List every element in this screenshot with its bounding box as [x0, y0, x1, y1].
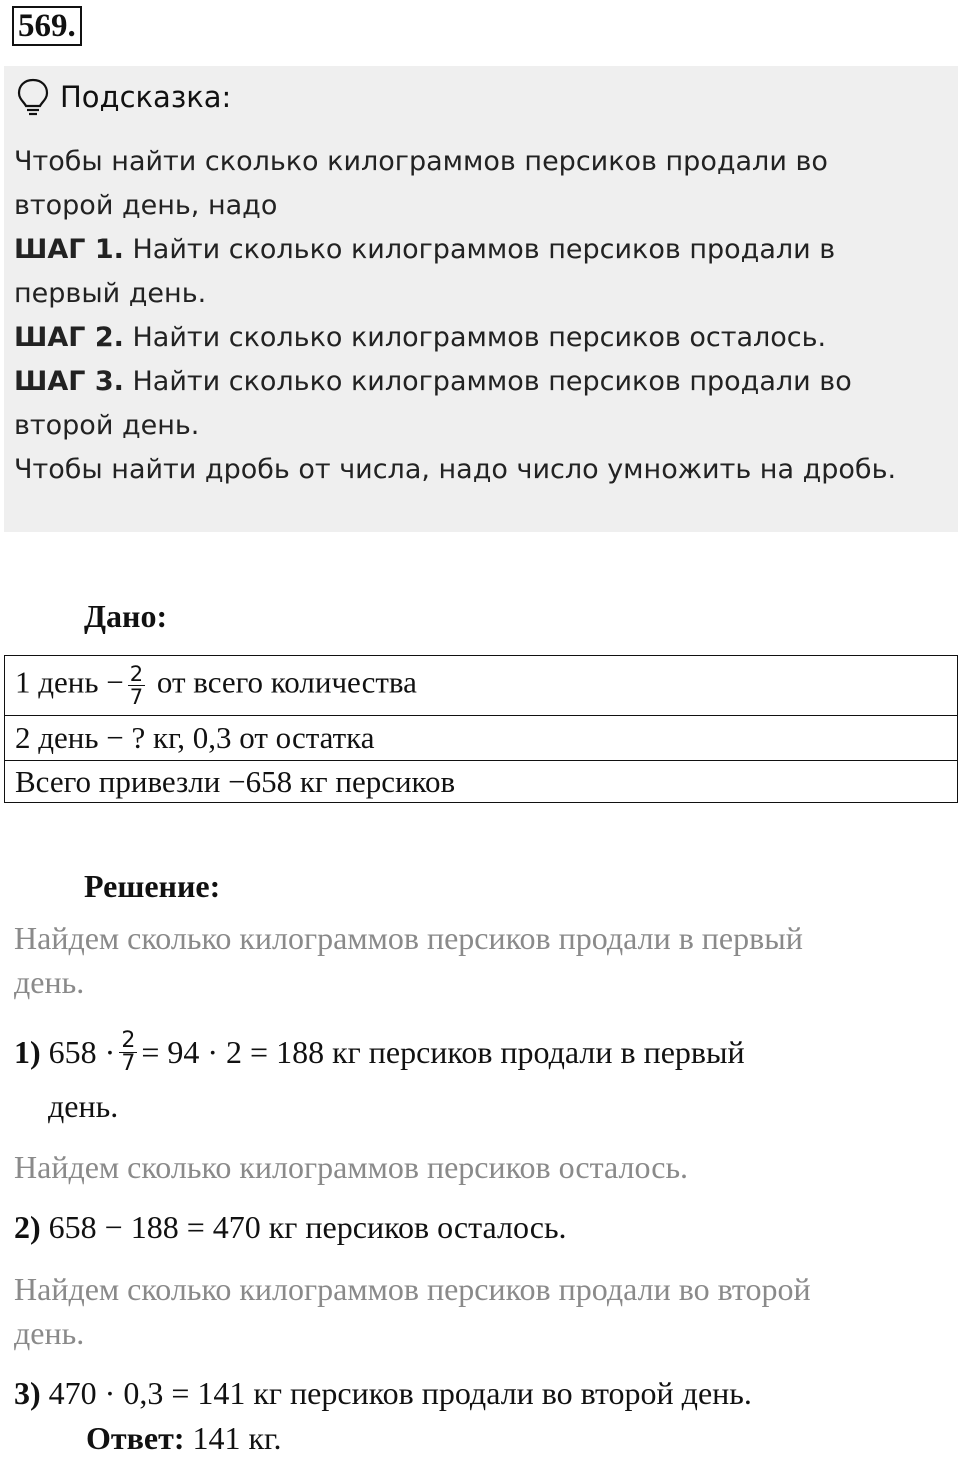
answer: Ответ: 141 кг. — [86, 1420, 282, 1456]
hint-body — [14, 140, 944, 492]
hint-step-2: ШАГ 2. Найти сколько килограммов персиков осталось. — [14, 322, 827, 353]
hint-line: второй день. — [14, 410, 200, 441]
given-row-total: Всего привезли −658 кг персиков — [5, 761, 958, 803]
problem-number — [12, 6, 82, 46]
hint-header — [16, 76, 231, 118]
hint-title: Подсказка: — [60, 80, 232, 114]
fraction-two-sevenths: $\frac{2}{7}$ — [121, 1027, 136, 1076]
hint-line: первый день. — [14, 278, 207, 309]
solution-title: Решение: — [84, 868, 221, 904]
solution-step-1-cont: день. — [48, 1088, 119, 1124]
explanation-step2: Найдем сколько килограммов персиков осталось. — [14, 1149, 689, 1185]
given-row-day2: 2 день − ? кг, 0,3 от остатка — [5, 716, 958, 761]
explanation-step3: Найдем сколько килограммов персиков продали во второй день. — [14, 1271, 811, 1351]
explanation-step1: Найдем сколько килограммов персиков продали в первый день. — [14, 920, 803, 1000]
given-title: Дано: — [84, 598, 168, 634]
hint-step-1: ШАГ 1. Найти сколько килограммов персиков продали в — [14, 234, 836, 265]
solution-step-1: 1) 658 · $\frac{2}{7}$ = 94 · 2 = 188 кг персиков продали в первый — [14, 1027, 745, 1076]
hint-step-3: ШАГ 3. Найти сколько килограммов персиков продали во — [14, 366, 852, 397]
fraction-two-sevenths: $\frac{2}{7}$ — [129, 662, 144, 709]
hint-rule: Чтобы найти дробь от числа, надо число умножить на дробь. — [14, 454, 897, 485]
hint-line: Чтобы найти сколько килограммов персиков продали во — [14, 146, 828, 177]
problem-number-box: 569. — [12, 6, 82, 46]
solution-step-2: 2) 658 − 188 = 470 кг персиков осталось. — [14, 1209, 567, 1245]
lightbulb-icon — [16, 77, 50, 117]
given-table — [4, 655, 958, 803]
solution-step-3: 3) 470 · 0,3 = 141 кг персиков продали во второй день. — [14, 1375, 752, 1411]
given-row-day1: 1 день − $\frac{2}{7}$ от всего количества — [5, 656, 958, 716]
hint-line: второй день, надо — [14, 190, 278, 221]
